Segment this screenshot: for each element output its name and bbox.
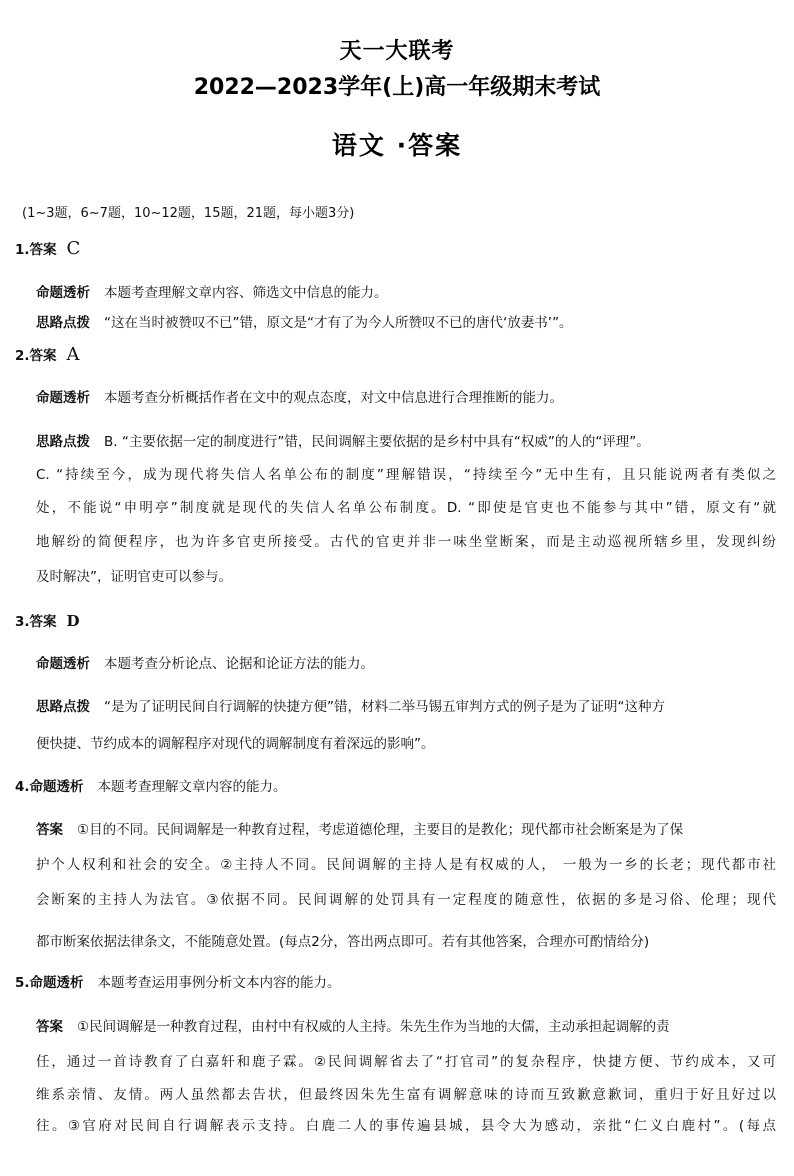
q2-hint-line: B. “主要依据一定的制度进行”错，民间调解主要依据的是乡村中具有“权威”的人的“评理”。 xyxy=(104,434,650,450)
q2-hint-line: 及时解决”，证明官吏可以参与。 xyxy=(36,569,232,585)
question-number: 1. xyxy=(15,242,30,258)
analysis-label: 命题透析 xyxy=(29,779,84,795)
q3-hint-row xyxy=(36,697,665,717)
q2-analysis-row xyxy=(36,388,563,408)
q5-answer-line: 维系亲情、友情。两人虽然都去告状，但最终因朱先生富有调解意味的诗而互致歉意歉词，重归于好且好过以 xyxy=(36,1087,776,1103)
q4-answer-line: 会断案的主持人为法官。③依据不同。民间调解的处罚具有一定程度的随意性，依据的多是习俗、伦理；现代 xyxy=(36,892,776,908)
q2-hint-row xyxy=(36,432,650,452)
scoring-note: (1~3题，6~7题，10~12题，15题，21题，每小题3分) xyxy=(22,206,355,221)
q4-answer-row xyxy=(36,820,683,840)
q4-analysis-text: 本题考查理解文章内容的能力。 xyxy=(97,779,287,795)
q2-answer-value: A xyxy=(66,344,80,365)
q2-hint-line: 处，不能说“申明亭”制度就是现代的失信人名单公布制度。D. “即使是官吏也不能参与其中”错，原文有“就 xyxy=(36,500,776,516)
answer-label: 答案 xyxy=(36,1019,63,1035)
question-number: 4. xyxy=(15,779,30,795)
q5-answer-line: ①民间调解是一种教育过程，由村中有权威的人主持。朱先生作为当地的大儒，主动承担起调解的责 xyxy=(77,1019,670,1035)
q1-analysis-row xyxy=(36,283,388,303)
organization-title: 天一大联考 xyxy=(339,39,455,64)
q5-answer-row xyxy=(36,1017,670,1037)
analysis-label: 命题透析 xyxy=(36,390,90,406)
q4-analysis-row xyxy=(15,777,287,797)
q2-answer-row xyxy=(15,345,80,366)
q5-analysis-text: 本题考查运用事例分析文本内容的能力。 xyxy=(97,975,341,991)
exam-title: 2022—2023学年(上)高一年级期末考试 xyxy=(193,75,601,100)
answer-label: 答案 xyxy=(29,242,57,258)
analysis-label: 命题透析 xyxy=(36,285,90,301)
q4-answer-line: 都市断案依据法律条文，不能随意处置。(每点2分，答出两点即可。若有其他答案，合理亦可酌情给分) xyxy=(36,934,650,950)
q5-analysis-row xyxy=(15,973,341,993)
answer-label: 答案 xyxy=(36,822,63,838)
answer-label: 答案 xyxy=(29,348,57,364)
q2-analysis-text: 本题考查分析概括作者在文中的观点态度，对文中信息进行合理推断的能力。 xyxy=(104,390,563,406)
q1-hint-row xyxy=(36,313,573,333)
q3-hint-line: “是为了证明民间自行调解的快捷方便”错，材料二举马锡五审判方式的例子是为了证明“这种方 xyxy=(104,699,665,715)
q3-answer-row xyxy=(15,611,80,632)
q3-analysis-row xyxy=(36,654,374,674)
q4-answer-line: 护个人权利和社会的安全。②主持人不同。民间调解的主持人是有权威的人， 一般为一乡的长老；现代都市社 xyxy=(36,857,776,873)
question-number: 2. xyxy=(15,348,30,364)
q1-analysis-text: 本题考查理解文章内容、筛选文中信息的能力。 xyxy=(104,285,388,301)
q2-hint-line: 地解纷的简便程序，也为许多官吏所接受。古代的官吏并非一味坐堂断案，而是主动巡视所辖乡里，发现纠纷 xyxy=(36,534,776,550)
q4-answer-line: ①目的不同。民间调解是一种教育过程，考虑道德伦理，主要目的是教化；现代都市社会断案是为了保 xyxy=(77,822,684,838)
q1-answer-value: C xyxy=(66,238,81,259)
hint-label: 思路点拨 xyxy=(36,699,90,715)
q3-hint-line: 便快捷、节约成本的调解程序对现代的调解制度有着深远的影响”。 xyxy=(36,736,435,752)
question-number: 5. xyxy=(15,975,30,991)
subject-title: 语文 ·答案 xyxy=(331,131,463,160)
q3-answer-value: D xyxy=(66,612,80,630)
hint-label: 思路点拨 xyxy=(36,434,90,450)
analysis-label: 命题透析 xyxy=(36,656,90,672)
hint-label: 思路点拨 xyxy=(36,315,90,331)
analysis-label: 命题透析 xyxy=(29,975,84,991)
question-number: 3. xyxy=(15,614,30,630)
answer-label: 答案 xyxy=(29,614,57,630)
q2-hint-line: C. “持续至今，成为现代将失信人名单公布的制度”理解错误，“持续至今”无中生有，且只能说两者有类似之 xyxy=(36,467,776,483)
q3-analysis-text: 本题考查分析论点、论据和论证方法的能力。 xyxy=(104,656,374,672)
q1-hint-text: “这在当时被赞叹不已”错，原文是“才有了为今人所赞叹不已的唐代‘放妻书’”。 xyxy=(104,315,573,331)
q5-answer-line: 任，通过一首诗教育了白嘉轩和鹿子霖。②民间调解省去了“打官司”的复杂程序，快捷方便、节约成本，又可 xyxy=(36,1054,776,1070)
q5-answer-line: 往。③官府对民间自行调解表示支持。白鹿二人的事传遍县城，县令大为感动，亲批“仁义白鹿村”。(每点 xyxy=(36,1118,776,1134)
q1-answer-row xyxy=(15,239,80,260)
